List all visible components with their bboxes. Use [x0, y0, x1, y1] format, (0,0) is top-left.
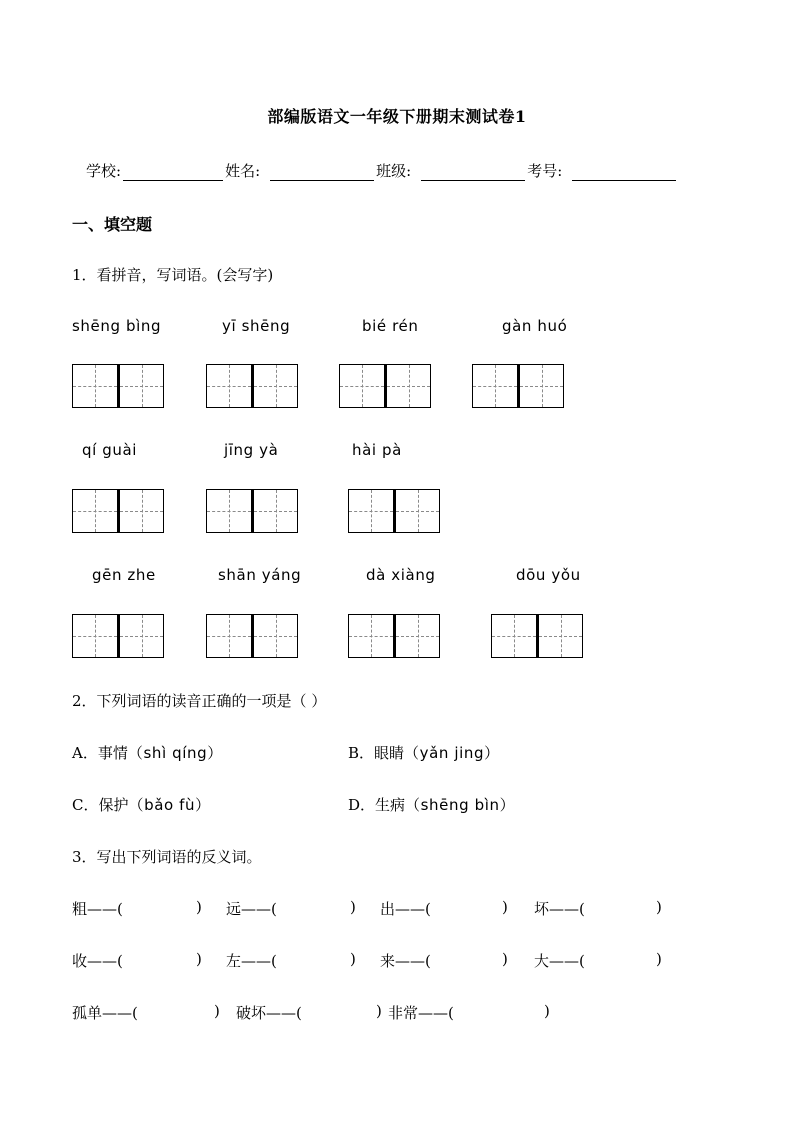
- option-pinyin: （shì qíng）: [127, 744, 223, 762]
- writing-cell[interactable]: [72, 614, 118, 658]
- writing-cell[interactable]: [206, 489, 252, 533]
- pinyin-label: jīng yà: [224, 441, 279, 459]
- option-c[interactable]: [72, 794, 211, 815]
- option-word: 眼睛: [374, 744, 405, 762]
- antonym-item[interactable]: [380, 898, 431, 919]
- writing-cell[interactable]: [118, 614, 164, 658]
- writing-cell[interactable]: [385, 364, 431, 408]
- writing-cell[interactable]: [348, 489, 394, 533]
- page-title: 部编版语文一年级下册期末测试卷1: [267, 107, 527, 126]
- tianzige-box[interactable]: [339, 364, 431, 408]
- tianzige-box[interactable]: [472, 364, 564, 408]
- school-blank[interactable]: [123, 164, 223, 181]
- writing-cell[interactable]: [339, 364, 385, 408]
- name-blank[interactable]: [270, 164, 374, 181]
- tianzige-box[interactable]: [72, 489, 164, 533]
- option-letter: C．: [72, 796, 99, 814]
- antonym-item[interactable]: [226, 898, 277, 919]
- antonym-close: ): [502, 950, 508, 968]
- option-d[interactable]: [348, 794, 515, 815]
- question-2-prompt: 2．下列词语的读音正确的一项是（ ）: [72, 692, 327, 710]
- antonym-item[interactable]: [72, 898, 123, 919]
- tianzige-box[interactable]: [206, 614, 298, 658]
- writing-cell[interactable]: [72, 364, 118, 408]
- student-info-row: [86, 160, 678, 181]
- tianzige-box[interactable]: [348, 614, 440, 658]
- question-1-prompt: 1．看拼音，写词语。(会写字): [72, 266, 274, 284]
- pinyin-label: dōu yǒu: [516, 566, 581, 584]
- option-word: 生病: [375, 796, 406, 814]
- writing-cell[interactable]: [518, 364, 564, 408]
- antonym-word: 左——(: [226, 952, 277, 970]
- question-3-prompt: 3．写出下列词语的反义词。: [72, 848, 262, 866]
- antonym-word: 来——(: [380, 952, 431, 970]
- antonym-close: ): [656, 898, 662, 916]
- pinyin-label: bié rén: [362, 317, 419, 335]
- antonym-word: 孤单——(: [72, 1004, 138, 1022]
- antonym-word: 收——(: [72, 952, 123, 970]
- pinyin-label: hài pà: [352, 441, 402, 459]
- antonym-close: ): [656, 950, 662, 968]
- writing-cell[interactable]: [252, 364, 298, 408]
- writing-cell[interactable]: [118, 364, 164, 408]
- antonym-close: ): [196, 898, 202, 916]
- writing-cell[interactable]: [206, 364, 252, 408]
- tianzige-box[interactable]: [206, 489, 298, 533]
- school-label: 学校:: [86, 162, 122, 180]
- writing-cell[interactable]: [72, 489, 118, 533]
- tianzige-box[interactable]: [491, 614, 583, 658]
- antonym-close: ): [502, 898, 508, 916]
- option-pinyin: （yǎn jing）: [404, 744, 500, 762]
- antonym-close: ): [376, 1002, 382, 1020]
- class-label: 班级:: [376, 162, 412, 180]
- antonym-item[interactable]: [72, 1002, 138, 1023]
- option-pinyin: （bǎo fù）: [128, 796, 211, 814]
- tianzige-box[interactable]: [206, 364, 298, 408]
- writing-cell[interactable]: [537, 614, 583, 658]
- antonym-item[interactable]: [72, 950, 123, 971]
- option-a[interactable]: [72, 742, 223, 763]
- pinyin-label: yī shēng: [222, 317, 291, 335]
- option-pinyin: （shēng bìn）: [405, 796, 516, 814]
- antonym-item[interactable]: [380, 950, 431, 971]
- antonym-close: ): [350, 898, 356, 916]
- writing-cell[interactable]: [252, 614, 298, 658]
- section-heading: 一、填空题: [72, 215, 153, 234]
- antonym-word: 远——(: [226, 900, 277, 918]
- antonym-item[interactable]: [226, 950, 277, 971]
- tianzige-box[interactable]: [348, 489, 440, 533]
- antonym-word: 坏——(: [534, 900, 585, 918]
- writing-cell[interactable]: [394, 489, 440, 533]
- antonym-word: 非常——(: [388, 1004, 454, 1022]
- writing-cell[interactable]: [252, 489, 298, 533]
- pinyin-label: shēng bìng: [72, 317, 162, 335]
- antonym-item[interactable]: [236, 1002, 302, 1023]
- antonym-word: 大——(: [534, 952, 585, 970]
- pinyin-label: gàn huó: [502, 317, 568, 335]
- antonym-close: ): [214, 1002, 220, 1020]
- option-word: 事情: [97, 744, 128, 762]
- writing-cell[interactable]: [491, 614, 537, 658]
- writing-cell[interactable]: [348, 614, 394, 658]
- name-label: 姓名:: [225, 162, 261, 180]
- tianzige-box[interactable]: [72, 364, 164, 408]
- option-letter: B．: [348, 744, 375, 762]
- pinyin-label: dà xiàng: [366, 566, 436, 584]
- number-label: 考号:: [527, 162, 563, 180]
- antonym-item[interactable]: [388, 1002, 454, 1023]
- option-b[interactable]: [348, 742, 500, 763]
- antonym-word: 破坏——(: [236, 1004, 302, 1022]
- antonym-close: ): [544, 1002, 550, 1020]
- option-letter: A．: [72, 744, 98, 762]
- writing-cell[interactable]: [118, 489, 164, 533]
- number-blank[interactable]: [572, 164, 676, 181]
- option-word: 保护: [98, 796, 129, 814]
- antonym-word: 粗——(: [72, 900, 123, 918]
- pinyin-label: gēn zhe: [92, 566, 156, 584]
- tianzige-box[interactable]: [72, 614, 164, 658]
- antonym-item[interactable]: [534, 898, 585, 919]
- antonym-close: ): [196, 950, 202, 968]
- writing-cell[interactable]: [472, 364, 518, 408]
- writing-cell[interactable]: [206, 614, 252, 658]
- class-blank[interactable]: [421, 164, 525, 181]
- antonym-close: ): [350, 950, 356, 968]
- antonym-item[interactable]: [534, 950, 585, 971]
- antonym-word: 出——(: [380, 900, 431, 918]
- writing-cell[interactable]: [394, 614, 440, 658]
- pinyin-label: shān yáng: [218, 566, 302, 584]
- pinyin-label: qí guài: [82, 441, 138, 459]
- option-letter: D．: [348, 796, 376, 814]
